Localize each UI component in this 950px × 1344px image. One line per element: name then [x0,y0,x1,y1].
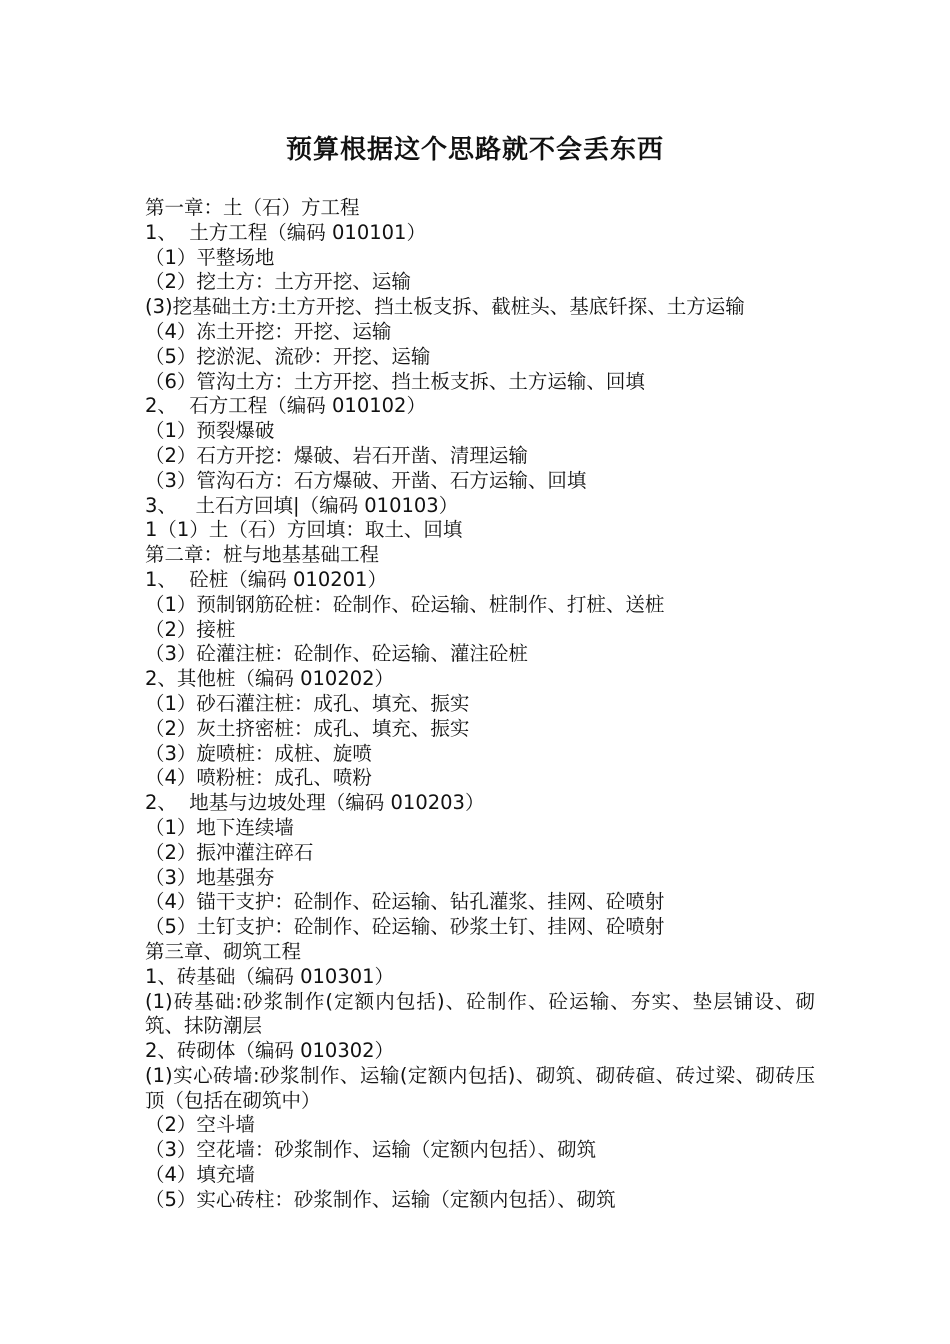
list-item: （4）喷粉桩：成孔、喷粉 [145,766,372,790]
list-item: （1）平整场地 [145,245,275,269]
section-heading: 2、 石方工程（编码 010102） [145,394,426,418]
list-item: （3）砼灌注桩：砼制作、砼运输、灌注砼桩 [145,642,528,666]
list-item: 1（1）土（石）方回填：取土、回填 [145,518,463,542]
section-heading: 1、砖基础（编码 010301） [145,964,395,988]
list-item: （3）管沟石方：石方爆破、开凿、石方运输、回填 [145,468,587,492]
section-heading: 1、 土方工程（编码 010101） [145,220,426,244]
document-title: 预算根据这个思路就不会丢东西 [285,135,664,165]
chapter-heading: 第三章、砌筑工程 [145,939,302,963]
list-item: （3）空花墙：砂浆制作、运输（定额内包括）、砌筑 [145,1138,597,1162]
section-heading: 3、 土石方回填|（编码 010103） [145,493,459,517]
list-item: （1）地下连续墙 [145,815,294,839]
list-item: （4）锚干支护：砼制作、砼运输、钻孔灌浆、挂网、砼喷射 [145,890,665,914]
section-heading: 2、砖砌体（编码 010302） [145,1039,395,1063]
list-item: （4）填充墙 [145,1163,255,1187]
list-item: （2）灰土挤密桩：成孔、填充、振实 [145,716,470,740]
list-item: （3）地基强夯 [145,865,275,889]
list-item: （4）冻土开挖：开挖、运输 [145,319,392,343]
list-item: (1)实心砖墙:砂浆制作、运输(定额内包括)、砌筑、砌砖碹、砖过梁、砌砖压顶（包括在砌筑中） [145,1063,815,1112]
list-item: （1）预裂爆破 [145,419,275,443]
list-item: （3）旋喷桩：成桩、旋喷 [145,741,372,765]
list-item: （5）土钉支护：砼制作、砼运输、砂浆土钉、挂网、砼喷射 [145,915,665,939]
section-heading: 1、 砼桩（编码 010201） [145,567,387,591]
list-item: (3)挖基础土方:土方开挖、挡土板支拆、截桩头、基底钎探、土方运输 [145,295,745,319]
list-item: （2）空斗墙 [145,1113,255,1137]
list-item: （2）振冲灌注碎石 [145,840,314,864]
section-heading: 2、 地基与边坡处理（编码 010203） [145,791,485,815]
chapter-heading: 第二章：桩与地基基础工程 [145,543,380,567]
list-item: （1）预制钢筋砼桩：砼制作、砼运输、桩制作、打桩、送桩 [145,592,665,616]
section-heading: 2、其他桩（编码 010202） [145,667,395,691]
list-item: （1）砂石灌注桩：成孔、填充、振实 [145,691,470,715]
list-item: （2）接桩 [145,617,236,641]
list-item: （5）实心砖柱：砂浆制作、运输（定额内包括）、砌筑 [145,1187,616,1211]
list-item: （2）挖土方：土方开挖、运输 [145,270,411,294]
list-item: （5）挖淤泥、流砂：开挖、运输 [145,344,431,368]
list-item: （2）石方开挖：爆破、岩石开凿、清理运输 [145,443,528,467]
list-item: (1)砖基础:砂浆制作(定额内包括)、砼制作、砼运输、夯实、垫层铺设、砌筑、抹防潮层 [145,989,815,1038]
list-item: （6）管沟土方：土方开挖、挡土板支拆、土方运输、回填 [145,369,645,393]
document-body [145,196,815,1213]
chapter-heading: 第一章：土（石）方工程 [145,196,360,219]
